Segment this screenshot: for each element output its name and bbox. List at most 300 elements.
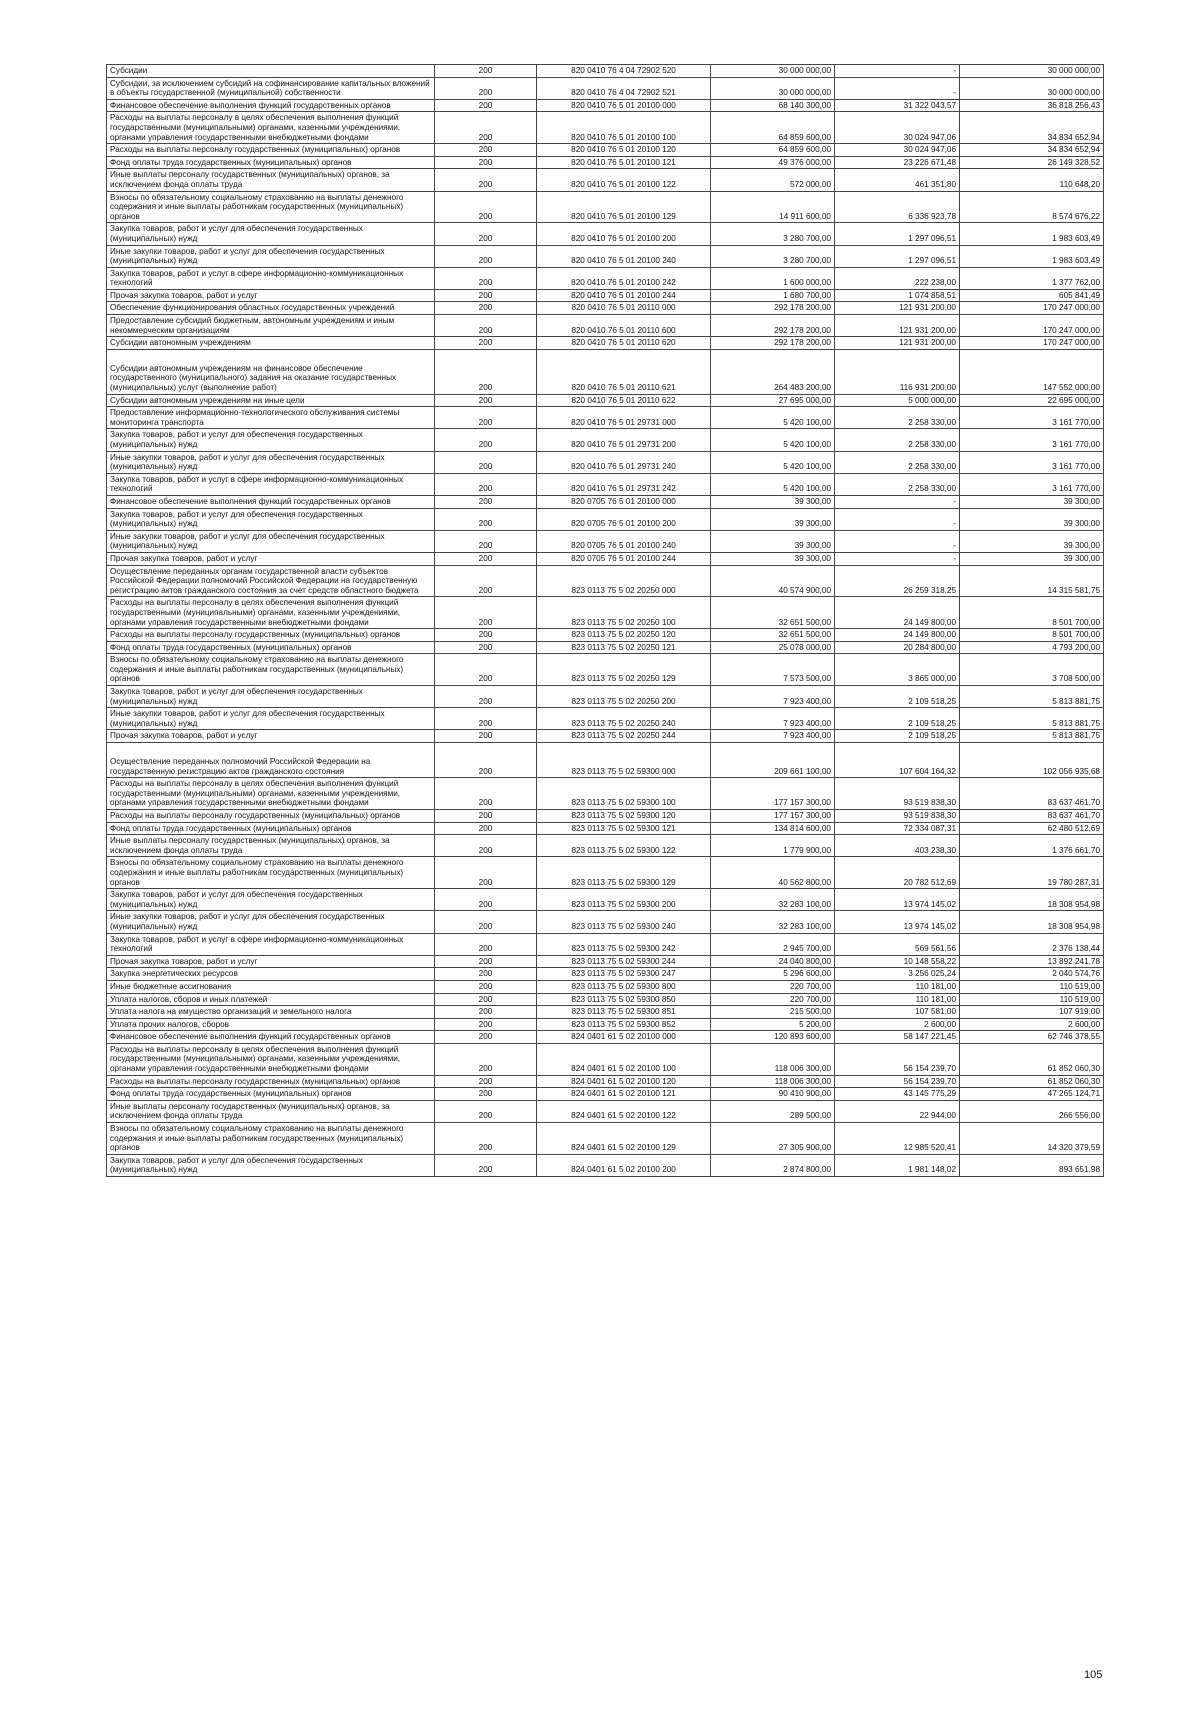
row-code-cell: 200: [435, 778, 537, 810]
row-name-cell: Закупка товаров, работ и услуг в сфере информационно-коммуникационных технологий: [107, 933, 435, 955]
row-kbk-cell: 824 0401 61 5 02 20100 000: [537, 1031, 711, 1044]
row-code-cell: 200: [435, 1100, 537, 1122]
table-row: [107, 1100, 1104, 1122]
row-approved-cell: 39 300,00: [711, 508, 835, 530]
row-kbk-cell: 823 0113 75 5 02 59300 800: [537, 980, 711, 993]
row-executed-cell: 121 931 200,00: [835, 302, 960, 315]
row-approved-cell: 64 859 600,00: [711, 144, 835, 157]
table-row: [107, 77, 1104, 99]
row-name-cell: Закупка товаров, работ и услуг для обеспечения государственных (муниципальных) нужд: [107, 686, 435, 708]
row-remaining-cell: 83 637 461,70: [960, 778, 1104, 810]
row-name-cell: Иные закупки товаров, работ и услуг для обеспечения государственных (муниципальных) нужд: [107, 451, 435, 473]
table-row: [107, 778, 1104, 810]
row-approved-cell: 7 923 400,00: [711, 708, 835, 730]
table-row: [107, 156, 1104, 169]
row-name-cell: Взносы по обязательному социальному страхованию на выплаты денежного содержания и иные выплаты работникам государственных (муниципальных) органов: [107, 1123, 435, 1155]
row-code-cell: 200: [435, 191, 537, 223]
table-row: [107, 65, 1104, 78]
row-approved-cell: 209 661 100,00: [711, 743, 835, 778]
row-remaining-cell: 170 247 000,00: [960, 315, 1104, 337]
row-kbk-cell: 820 0410 76 5 01 20110 000: [537, 302, 711, 315]
row-executed-cell: 93 519 838,30: [835, 810, 960, 823]
table-row: [107, 654, 1104, 686]
row-remaining-cell: 110 519,00: [960, 993, 1104, 1006]
table-row: [107, 1123, 1104, 1155]
row-executed-cell: -: [835, 508, 960, 530]
row-name-cell: Иные выплаты персоналу государственных (муниципальных) органов, за исключением фонда оплаты труда: [107, 169, 435, 191]
row-code-cell: 200: [435, 933, 537, 955]
row-executed-cell: 2 258 330,00: [835, 451, 960, 473]
row-approved-cell: 220 700,00: [711, 993, 835, 1006]
row-approved-cell: 5 200,00: [711, 1018, 835, 1031]
row-name-cell: Расходы на выплаты персоналу государственных (муниципальных) органов: [107, 144, 435, 157]
row-code-cell: 200: [435, 77, 537, 99]
row-executed-cell: 10 148 558,22: [835, 955, 960, 968]
row-code-cell: 200: [435, 156, 537, 169]
row-code-cell: 200: [435, 597, 537, 629]
row-name-cell: Иные закупки товаров, работ и услуг для обеспечения государственных (муниципальных) нужд: [107, 530, 435, 552]
row-name-cell: Осуществление переданных полномочий Российской Федерации на государственную регистрацию актов гражданского состояния: [107, 743, 435, 778]
table-row: [107, 955, 1104, 968]
row-name-cell: Расходы на выплаты персоналу государственных (муниципальных) органов: [107, 629, 435, 642]
row-kbk-cell: 824 0401 61 5 02 20100 121: [537, 1088, 711, 1101]
row-remaining-cell: 893 651,98: [960, 1154, 1104, 1176]
row-name-cell: Расходы на выплаты персоналу в целях обеспечения выполнения функций государственными (муниципальными) органами, казенными учреждениями, органами управления государственными внебюджетными фондами: [107, 778, 435, 810]
row-name-cell: Закупка энергетических ресурсов: [107, 968, 435, 981]
row-executed-cell: 1 297 096,51: [835, 223, 960, 245]
row-executed-cell: 5 000 000,00: [835, 394, 960, 407]
row-remaining-cell: 1 983 603,49: [960, 245, 1104, 267]
row-kbk-cell: 820 0410 76 5 01 20100 000: [537, 99, 711, 112]
row-approved-cell: 90 410 900,00: [711, 1088, 835, 1101]
row-approved-cell: 177 157 300,00: [711, 778, 835, 810]
row-approved-cell: 7 923 400,00: [711, 686, 835, 708]
table-row: [107, 1006, 1104, 1019]
row-kbk-cell: 820 0410 76 5 01 20100 122: [537, 169, 711, 191]
table-row: [107, 473, 1104, 495]
row-remaining-cell: 3 161 770,00: [960, 473, 1104, 495]
row-executed-cell: 110 181,00: [835, 993, 960, 1006]
row-remaining-cell: 3 161 770,00: [960, 407, 1104, 429]
row-name-cell: Расходы на выплаты персоналу в целях обеспечения выполнения функций государственными (муниципальными) органами, казенными учреждениями, органами управления государственными внебюджетными фондами: [107, 112, 435, 144]
row-name-cell: Прочая закупка товаров, работ и услуг: [107, 552, 435, 565]
row-name-cell: Иные закупки товаров, работ и услуг для обеспечения государственных (муниципальных) нужд: [107, 911, 435, 933]
row-code-cell: 200: [435, 641, 537, 654]
row-approved-cell: 5 420 100,00: [711, 473, 835, 495]
row-remaining-cell: 34 834 652,94: [960, 144, 1104, 157]
row-remaining-cell: 18 308 954,98: [960, 889, 1104, 911]
row-approved-cell: 40 562 800,00: [711, 857, 835, 889]
row-name-cell: Иные закупки товаров, работ и услуг для обеспечения государственных (муниципальных) нужд: [107, 245, 435, 267]
row-remaining-cell: 5 813 881,75: [960, 686, 1104, 708]
row-executed-cell: 22 944,00: [835, 1100, 960, 1122]
page-number: 105: [1084, 1669, 1103, 1681]
row-executed-cell: 2 600,00: [835, 1018, 960, 1031]
table-row: [107, 857, 1104, 889]
row-code-cell: 200: [435, 743, 537, 778]
table-row: [107, 191, 1104, 223]
row-remaining-cell: 4 793 200,00: [960, 641, 1104, 654]
row-kbk-cell: 820 0410 76 5 01 20100 120: [537, 144, 711, 157]
row-executed-cell: 1 074 858,51: [835, 289, 960, 302]
row-executed-cell: 56 154 239,70: [835, 1075, 960, 1088]
row-kbk-cell: 820 0410 76 4 04 72902 521: [537, 77, 711, 99]
row-approved-cell: 292 178 200,00: [711, 337, 835, 350]
row-kbk-cell: 823 0113 75 5 02 59300 851: [537, 1006, 711, 1019]
row-executed-cell: -: [835, 65, 960, 78]
row-remaining-cell: 147 552 000,00: [960, 349, 1104, 394]
row-code-cell: 200: [435, 968, 537, 981]
row-executed-cell: 58 147 221,45: [835, 1031, 960, 1044]
row-approved-cell: 39 300,00: [711, 552, 835, 565]
budget-execution-table: [106, 64, 1104, 1177]
row-executed-cell: 20 782 512,69: [835, 857, 960, 889]
row-kbk-cell: 820 0410 76 5 01 29731 242: [537, 473, 711, 495]
row-approved-cell: 39 300,00: [711, 495, 835, 508]
row-approved-cell: 14 911 600,00: [711, 191, 835, 223]
row-name-cell: Прочая закупка товаров, работ и услуг: [107, 730, 435, 743]
row-approved-cell: 64 859 600,00: [711, 112, 835, 144]
row-code-cell: 200: [435, 508, 537, 530]
row-remaining-cell: 39 300,00: [960, 508, 1104, 530]
row-kbk-cell: 823 0113 75 5 02 59300 129: [537, 857, 711, 889]
row-remaining-cell: 266 556,00: [960, 1100, 1104, 1122]
row-remaining-cell: 19 780 287,31: [960, 857, 1104, 889]
row-code-cell: 200: [435, 407, 537, 429]
row-executed-cell: 43 145 775,29: [835, 1088, 960, 1101]
row-code-cell: 200: [435, 289, 537, 302]
row-code-cell: 200: [435, 530, 537, 552]
row-code-cell: 200: [435, 429, 537, 451]
table-row: [107, 1154, 1104, 1176]
row-kbk-cell: 820 0410 76 4 04 72902 520: [537, 65, 711, 78]
row-approved-cell: 25 078 000,00: [711, 641, 835, 654]
row-executed-cell: 2 109 518,25: [835, 708, 960, 730]
row-executed-cell: 72 334 087,31: [835, 822, 960, 835]
row-remaining-cell: 13 892 241,78: [960, 955, 1104, 968]
row-remaining-cell: 39 300,00: [960, 552, 1104, 565]
table-row: [107, 267, 1104, 289]
row-remaining-cell: 36 818 256,43: [960, 99, 1104, 112]
row-approved-cell: 24 040 800,00: [711, 955, 835, 968]
row-kbk-cell: 823 0113 75 5 02 20250 120: [537, 629, 711, 642]
table-row: [107, 245, 1104, 267]
table-row: [107, 144, 1104, 157]
row-code-cell: 200: [435, 451, 537, 473]
table-row: [107, 337, 1104, 350]
row-kbk-cell: 820 0705 76 5 01 20100 200: [537, 508, 711, 530]
row-name-cell: Предоставление субсидий бюджетным, автономным учреждениям и иным некоммерческим организациям: [107, 315, 435, 337]
row-code-cell: 200: [435, 552, 537, 565]
row-code-cell: 200: [435, 911, 537, 933]
row-name-cell: Иные бюджетные ассигнования: [107, 980, 435, 993]
row-remaining-cell: 14 315 581,75: [960, 565, 1104, 597]
row-code-cell: 200: [435, 822, 537, 835]
row-approved-cell: 5 420 100,00: [711, 451, 835, 473]
table-row: [107, 730, 1104, 743]
row-kbk-cell: 823 0113 75 5 02 20250 244: [537, 730, 711, 743]
row-code-cell: 200: [435, 835, 537, 857]
row-name-cell: Прочая закупка товаров, работ и услуг: [107, 289, 435, 302]
row-executed-cell: 30 024 947,06: [835, 112, 960, 144]
table-row: [107, 1043, 1104, 1075]
row-kbk-cell: 823 0113 75 5 02 59300 120: [537, 810, 711, 823]
row-remaining-cell: 8 574 676,22: [960, 191, 1104, 223]
row-remaining-cell: 2 040 574,76: [960, 968, 1104, 981]
row-name-cell: Расходы на выплаты персоналу государственных (муниципальных) органов: [107, 1075, 435, 1088]
table-row: [107, 530, 1104, 552]
row-name-cell: Финансовое обеспечение выполнения функций государственных органов: [107, 495, 435, 508]
row-remaining-cell: 1 377 762,00: [960, 267, 1104, 289]
row-approved-cell: 49 376 000,00: [711, 156, 835, 169]
table-row: [107, 394, 1104, 407]
row-code-cell: 200: [435, 993, 537, 1006]
row-executed-cell: 56 154 239,70: [835, 1043, 960, 1075]
row-executed-cell: 2 258 330,00: [835, 407, 960, 429]
row-approved-cell: 5 420 100,00: [711, 429, 835, 451]
table-row: [107, 743, 1104, 778]
row-code-cell: 200: [435, 1018, 537, 1031]
row-approved-cell: 177 157 300,00: [711, 810, 835, 823]
row-approved-cell: 5 420 100,00: [711, 407, 835, 429]
table-row: [107, 99, 1104, 112]
row-executed-cell: 2 109 518,25: [835, 686, 960, 708]
row-code-cell: 200: [435, 337, 537, 350]
row-kbk-cell: 823 0113 75 5 02 20250 000: [537, 565, 711, 597]
row-remaining-cell: 18 308 954,98: [960, 911, 1104, 933]
row-executed-cell: 93 519 838,30: [835, 778, 960, 810]
row-name-cell: Закупка товаров, работ и услуг в сфере информационно-коммуникационных технологий: [107, 267, 435, 289]
row-remaining-cell: 3 161 770,00: [960, 429, 1104, 451]
row-name-cell: Иные выплаты персоналу государственных (муниципальных) органов, за исключением фонда оплаты труда: [107, 835, 435, 857]
row-name-cell: Фонд оплаты труда государственных (муниципальных) органов: [107, 1088, 435, 1101]
row-kbk-cell: 823 0113 75 5 02 59300 121: [537, 822, 711, 835]
row-kbk-cell: 820 0410 76 5 01 29731 000: [537, 407, 711, 429]
row-kbk-cell: 823 0113 75 5 02 59300 200: [537, 889, 711, 911]
row-code-cell: 200: [435, 565, 537, 597]
row-executed-cell: 24 149 800,00: [835, 629, 960, 642]
row-name-cell: Расходы на выплаты персоналу в целях обеспечения выполнения функций государственными (муниципальными) органами, казенными учреждениями, органами управления государственными внебюджетными фондами: [107, 1043, 435, 1075]
row-approved-cell: 1 600 000,00: [711, 267, 835, 289]
row-executed-cell: 3 256 025,24: [835, 968, 960, 981]
row-remaining-cell: 8 501 700,00: [960, 597, 1104, 629]
row-code-cell: 200: [435, 1043, 537, 1075]
row-code-cell: 200: [435, 99, 537, 112]
row-approved-cell: 1 779 900,00: [711, 835, 835, 857]
row-executed-cell: -: [835, 77, 960, 99]
table-row: [107, 686, 1104, 708]
row-remaining-cell: 61 852 060,30: [960, 1043, 1104, 1075]
row-approved-cell: 118 006 300,00: [711, 1075, 835, 1088]
row-approved-cell: 292 178 200,00: [711, 302, 835, 315]
row-approved-cell: 3 280 700,00: [711, 245, 835, 267]
row-code-cell: 200: [435, 1088, 537, 1101]
row-name-cell: Субсидии, за исключением субсидий на софинансирование капитальных вложений в объекты государственной (муниципальной) собственности: [107, 77, 435, 99]
row-kbk-cell: 823 0113 75 5 02 20250 100: [537, 597, 711, 629]
table-row: [107, 407, 1104, 429]
row-approved-cell: 264 483 200,00: [711, 349, 835, 394]
row-kbk-cell: 824 0401 61 5 02 20100 129: [537, 1123, 711, 1155]
row-executed-cell: 30 024 947,06: [835, 144, 960, 157]
row-kbk-cell: 820 0410 76 5 01 20100 240: [537, 245, 711, 267]
table-row: [107, 810, 1104, 823]
row-name-cell: Закупка товаров, работ и услуг в сфере информационно-коммуникационных технологий: [107, 473, 435, 495]
row-code-cell: 200: [435, 65, 537, 78]
row-approved-cell: 32 651 500,00: [711, 629, 835, 642]
row-kbk-cell: 824 0401 61 5 02 20100 122: [537, 1100, 711, 1122]
row-name-cell: Прочая закупка товаров, работ и услуг: [107, 955, 435, 968]
row-remaining-cell: 14 320 379,59: [960, 1123, 1104, 1155]
table-row: [107, 552, 1104, 565]
table-row: [107, 451, 1104, 473]
row-name-cell: Закупка товаров, работ и услуг для обеспечения государственных (муниципальных) нужд: [107, 429, 435, 451]
row-name-cell: Уплата прочих налогов, сборов: [107, 1018, 435, 1031]
row-kbk-cell: 820 0410 76 5 01 20100 129: [537, 191, 711, 223]
row-code-cell: 200: [435, 1031, 537, 1044]
row-code-cell: 200: [435, 889, 537, 911]
row-kbk-cell: 820 0410 76 5 01 29731 240: [537, 451, 711, 473]
row-remaining-cell: 30 000 000,00: [960, 77, 1104, 99]
row-kbk-cell: 823 0113 75 5 02 20250 200: [537, 686, 711, 708]
row-remaining-cell: 1 376 661,70: [960, 835, 1104, 857]
table-row: [107, 508, 1104, 530]
row-kbk-cell: 823 0113 75 5 02 59300 000: [537, 743, 711, 778]
row-kbk-cell: 820 0410 76 5 01 20110 620: [537, 337, 711, 350]
row-executed-cell: 23 226 671,48: [835, 156, 960, 169]
row-kbk-cell: 823 0113 75 5 02 59300 244: [537, 955, 711, 968]
table-row: [107, 1031, 1104, 1044]
row-approved-cell: 215 500,00: [711, 1006, 835, 1019]
row-code-cell: 200: [435, 302, 537, 315]
row-kbk-cell: 820 0705 76 5 01 20100 000: [537, 495, 711, 508]
row-code-cell: 200: [435, 857, 537, 889]
table-row: [107, 1088, 1104, 1101]
table-row: [107, 223, 1104, 245]
table-row: [107, 889, 1104, 911]
row-name-cell: Взносы по обязательному социальному страхованию на выплаты денежного содержания и иные выплаты работникам государственных (муниципальных) органов: [107, 654, 435, 686]
row-executed-cell: 26 259 318,25: [835, 565, 960, 597]
row-name-cell: Фонд оплаты труда государственных (муниципальных) органов: [107, 156, 435, 169]
row-approved-cell: 32 651 500,00: [711, 597, 835, 629]
row-name-cell: Иные выплаты персоналу государственных (муниципальных) органов, за исключением фонда оплаты труда: [107, 1100, 435, 1122]
row-approved-cell: 289 500,00: [711, 1100, 835, 1122]
row-executed-cell: 2 258 330,00: [835, 429, 960, 451]
row-approved-cell: 5 296 600,00: [711, 968, 835, 981]
row-executed-cell: 12 985 520,41: [835, 1123, 960, 1155]
row-name-cell: Финансовое обеспечение выполнения функций государственных органов: [107, 99, 435, 112]
row-code-cell: 200: [435, 629, 537, 642]
row-name-cell: Взносы по обязательному социальному страхованию на выплаты денежного содержания и иные выплаты работникам государственных (муниципальных) органов: [107, 191, 435, 223]
row-code-cell: 200: [435, 473, 537, 495]
table-row: [107, 1018, 1104, 1031]
table-row: [107, 1075, 1104, 1088]
row-executed-cell: 6 336 923,78: [835, 191, 960, 223]
row-kbk-cell: 823 0113 75 5 02 59300 100: [537, 778, 711, 810]
table-row: [107, 822, 1104, 835]
row-kbk-cell: 820 0410 76 5 01 20100 242: [537, 267, 711, 289]
table-row: [107, 565, 1104, 597]
row-kbk-cell: 820 0410 76 5 01 20100 244: [537, 289, 711, 302]
table-row: [107, 112, 1104, 144]
row-executed-cell: 3 865 000,00: [835, 654, 960, 686]
row-remaining-cell: 110 519,00: [960, 980, 1104, 993]
row-name-cell: Закупка товаров, работ и услуг для обеспечения государственных (муниципальных) нужд: [107, 508, 435, 530]
row-remaining-cell: 26 149 328,52: [960, 156, 1104, 169]
row-name-cell: Закупка товаров, работ и услуг для обеспечения государственных (муниципальных) нужд: [107, 1154, 435, 1176]
table-row: [107, 169, 1104, 191]
row-remaining-cell: 110 648,20: [960, 169, 1104, 191]
row-remaining-cell: 22 695 000,00: [960, 394, 1104, 407]
row-kbk-cell: 824 0401 61 5 02 20100 100: [537, 1043, 711, 1075]
row-code-cell: 200: [435, 394, 537, 407]
row-executed-cell: 2 109 518,25: [835, 730, 960, 743]
row-approved-cell: 2 874 800,00: [711, 1154, 835, 1176]
row-kbk-cell: 823 0113 75 5 02 59300 242: [537, 933, 711, 955]
table-row: [107, 993, 1104, 1006]
table-row: [107, 349, 1104, 394]
row-remaining-cell: 62 746 378,55: [960, 1031, 1104, 1044]
row-remaining-cell: 102 056 935,68: [960, 743, 1104, 778]
row-remaining-cell: 605 841,49: [960, 289, 1104, 302]
row-name-cell: Закупка товаров, работ и услуг для обеспечения государственных (муниципальных) нужд: [107, 223, 435, 245]
table-row: [107, 302, 1104, 315]
row-remaining-cell: 34 834 652,94: [960, 112, 1104, 144]
row-name-cell: Уплата налога на имущество организаций и земельного налога: [107, 1006, 435, 1019]
row-code-cell: 200: [435, 267, 537, 289]
row-executed-cell: 116 931 200,00: [835, 349, 960, 394]
row-remaining-cell: 5 813 881,75: [960, 730, 1104, 743]
row-remaining-cell: 30 000 000,00: [960, 65, 1104, 78]
row-executed-cell: 222 238,00: [835, 267, 960, 289]
row-kbk-cell: 824 0401 61 5 02 20100 120: [537, 1075, 711, 1088]
row-code-cell: 200: [435, 223, 537, 245]
row-name-cell: Субсидии автономным учреждениям на иные цели: [107, 394, 435, 407]
row-kbk-cell: 823 0113 75 5 02 20250 121: [537, 641, 711, 654]
row-executed-cell: -: [835, 530, 960, 552]
row-kbk-cell: 820 0410 76 5 01 29731 200: [537, 429, 711, 451]
table-row: [107, 933, 1104, 955]
row-executed-cell: 1 297 096,51: [835, 245, 960, 267]
table-row: [107, 629, 1104, 642]
row-code-cell: 200: [435, 112, 537, 144]
row-executed-cell: 20 284 800,00: [835, 641, 960, 654]
row-remaining-cell: 61 852 060,30: [960, 1075, 1104, 1088]
row-executed-cell: 107 581,00: [835, 1006, 960, 1019]
row-name-cell: Фонд оплаты труда государственных (муниципальных) органов: [107, 822, 435, 835]
row-name-cell: Финансовое обеспечение выполнения функций государственных органов: [107, 1031, 435, 1044]
table-row: [107, 968, 1104, 981]
row-remaining-cell: 170 247 000,00: [960, 337, 1104, 350]
row-name-cell: Уплата налогов, сборов и иных платежей: [107, 993, 435, 1006]
row-remaining-cell: 5 813 881,75: [960, 708, 1104, 730]
row-approved-cell: 7 923 400,00: [711, 730, 835, 743]
row-approved-cell: 7 573 500,00: [711, 654, 835, 686]
row-code-cell: 200: [435, 169, 537, 191]
row-executed-cell: 13 974 145,02: [835, 911, 960, 933]
row-kbk-cell: 820 0705 76 5 01 20100 240: [537, 530, 711, 552]
row-approved-cell: 3 280 700,00: [711, 223, 835, 245]
row-executed-cell: 461 351,80: [835, 169, 960, 191]
row-approved-cell: 32 283 100,00: [711, 911, 835, 933]
row-code-cell: 200: [435, 955, 537, 968]
row-name-cell: Закупка товаров, работ и услуг для обеспечения государственных (муниципальных) нужд: [107, 889, 435, 911]
row-approved-cell: 134 814 600,00: [711, 822, 835, 835]
row-approved-cell: 39 300,00: [711, 530, 835, 552]
row-code-cell: 200: [435, 1006, 537, 1019]
row-name-cell: Фонд оплаты труда государственных (муниципальных) органов: [107, 641, 435, 654]
row-kbk-cell: 823 0113 75 5 02 59300 850: [537, 993, 711, 1006]
row-code-cell: 200: [435, 495, 537, 508]
